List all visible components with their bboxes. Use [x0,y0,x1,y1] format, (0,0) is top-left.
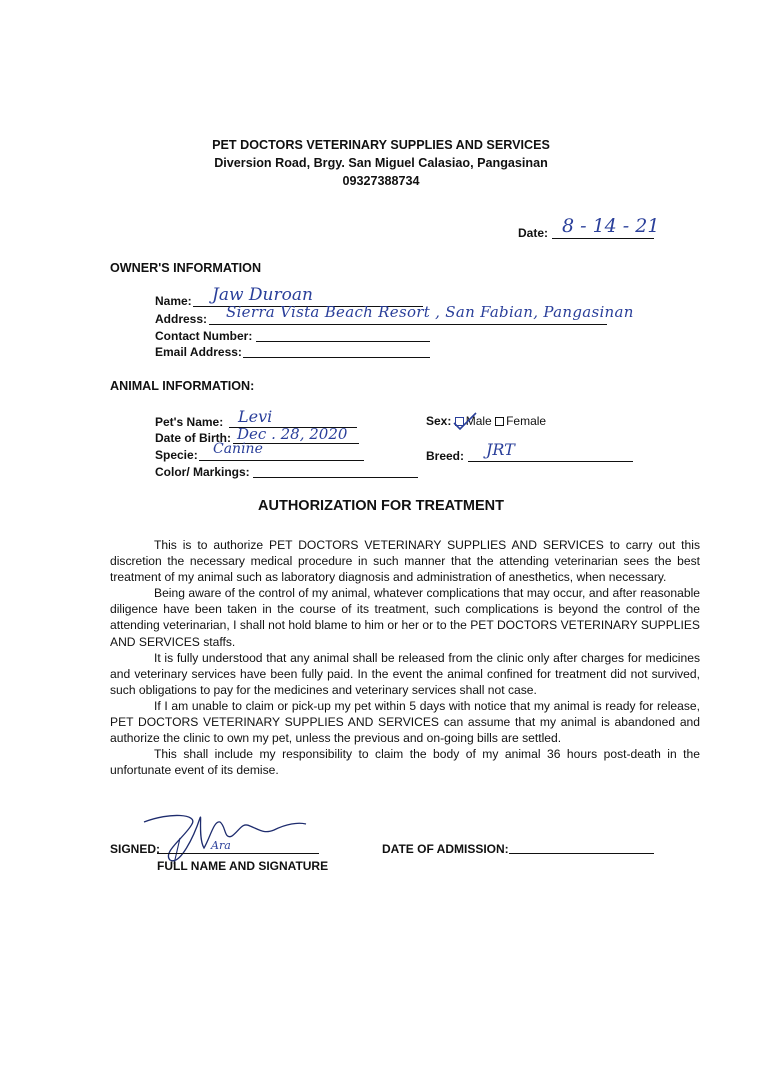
female-option-label: Female [506,414,547,428]
date-of-admission-label: DATE OF ADMISSION: [382,842,509,856]
owner-name-value: Jaw Duroan [212,285,313,305]
specie-label: Specie: [155,448,198,462]
date-value: 8 - 14 - 21 [562,215,660,237]
contact-number-label: Contact Number: [155,329,253,343]
breed-line [468,461,633,462]
breed-label: Breed: [426,449,465,463]
breed-value: JRT [486,440,515,459]
handwritten-signature [140,808,310,866]
authorization-body [110,537,700,778]
sex-label: Sex: [426,414,452,428]
authorization-paragraph: Being aware of the control of my animal, whatever complications that may occur, and after reasonable diligence have been taken in the course of its treatment, such complications is beyond the control of the attending veterinarian, I shall not hold blame to him or her or to the PET DOCTORS VETERINARY SUPPLIES AND SERVICES staffs. [110,586,700,649]
pet-name-value: Levi [238,407,273,426]
date-of-admission-line [509,853,654,854]
color-markings-line [253,477,418,478]
female-checkbox[interactable] [495,417,504,426]
email-address-label: Email Address: [155,345,242,359]
male-option-label: Male [465,414,492,428]
pet-name-label: Pet's Name: [155,415,224,429]
sex-field [426,414,546,428]
animal-section-title: ANIMAL INFORMATION: [110,379,255,393]
date-label: Date: [518,226,549,240]
date-of-birth-label: Date of Birth: [155,431,231,445]
email-address-line [243,357,430,358]
specie-line [199,460,364,461]
owner-section-title: OWNER'S INFORMATION [110,261,262,275]
date-of-birth-value: Dec . 28, 2020 [237,425,348,443]
authorization-paragraph: This is to authorize PET DOCTORS VETERINARY SUPPLIES AND SERVICES to carry out this discretion the necessary medical procedure in such manner that the attending veterinarian sees the best treatment of my animal such as laboratory diagnosis and administration of anesthetics, when necessary. [110,538,700,585]
authorization-paragraph: If I am unable to claim or pick-up my pet within 5 days with notice that my animal is ready for release, PET DOCTORS VETERINARY SUPPLIES AND SERVICES can assume that my animal is abandoned and authorize the clinic to own my pet, unless the previous and on-going bills are settled. [110,698,700,746]
date-line [552,238,654,239]
authorization-paragraph: This shall include my responsibility to claim the body of my animal 36 hours post-death in the unfortunate event of its demise. [110,747,700,778]
owner-name-label: Name: [155,294,192,308]
owner-address-value: Sierra Vista Beach Resort , San Fabian, Pangasinan [226,303,634,321]
contact-number-line [256,341,430,342]
signature-name-value: Ara [211,839,231,852]
male-checkmark-icon [452,411,478,431]
specie-value: Canine [213,441,263,457]
authorization-paragraph: It is fully understood that any animal shall be released from the clinic only after charges for medicines and veterinary services have been fully paid. In the event the animal confined for treatment did not survived, such obligations to pay for the medicines and veterinary services shall not case. [110,650,700,697]
clinic-name: PET DOCTORS VETERINARY SUPPLIES AND SERVICES [212,138,550,152]
color-markings-label: Color/ Markings: [155,465,250,479]
clinic-header [0,136,762,190]
signature-line [157,853,319,854]
authorization-title: AUTHORIZATION FOR TREATMENT [258,498,504,514]
clinic-address: Diversion Road, Brgy. San Miguel Calasiao, Pangasinan [214,156,548,170]
owner-address-label: Address: [155,312,208,326]
full-name-signature-label: FULL NAME AND SIGNATURE [157,859,329,873]
owner-address-line [209,324,607,325]
signed-label: SIGNED: [110,842,161,856]
clinic-phone: 09327388734 [342,174,420,188]
